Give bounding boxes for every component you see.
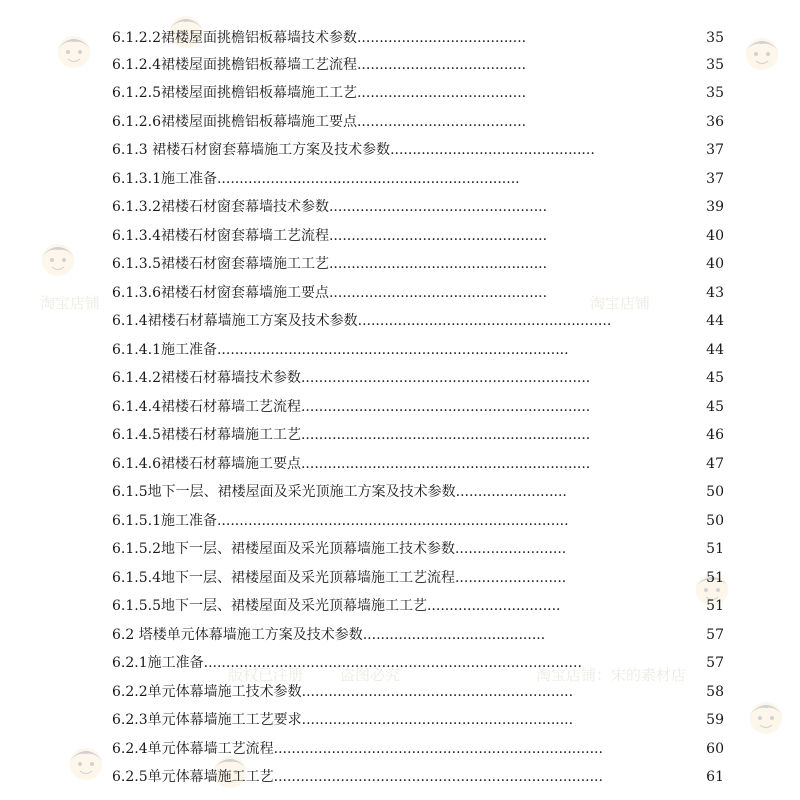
- toc-entry[interactable]: [112, 766, 724, 788]
- toc-entry-label: 6.1.2.6裙楼屋面挑檐铝板幕墙施工要点......................................: [112, 114, 527, 130]
- toc-entry[interactable]: [112, 139, 724, 161]
- toc-page-number: 39: [706, 199, 724, 215]
- toc-entry[interactable]: [112, 196, 724, 218]
- toc-page-number: 51: [706, 570, 724, 586]
- toc-entry[interactable]: [112, 168, 724, 190]
- toc-entry[interactable]: [112, 510, 724, 532]
- toc-page-number: 45: [706, 370, 724, 386]
- toc-entry[interactable]: [112, 681, 724, 703]
- toc-page-number: 44: [706, 342, 724, 358]
- toc-entry[interactable]: [112, 567, 724, 589]
- toc-entry[interactable]: [112, 738, 724, 760]
- toc-entry-label: 6.2.4单元体幕墙工艺流程..........................................................................: [112, 741, 603, 757]
- toc-entry[interactable]: [112, 111, 724, 133]
- toc-entry[interactable]: [112, 652, 724, 674]
- toc-page-number: 45: [706, 399, 724, 415]
- toc-entry-label: 6.1.3.1施工准备....................................................................: [112, 171, 520, 187]
- toc-page-number: 51: [706, 541, 724, 557]
- toc-page-number: 40: [706, 256, 724, 272]
- toc-entry[interactable]: [112, 538, 724, 560]
- watermark-text: 淘宝店铺：宋的素材店: [536, 666, 687, 684]
- toc-entry[interactable]: [112, 367, 724, 389]
- toc-entry-label: 6.1.4裙楼石材幕墙施工方案及技术参数.........................................................: [112, 313, 612, 329]
- toc-entry[interactable]: [112, 396, 724, 418]
- toc-page-number: 47: [706, 456, 724, 472]
- toc-entry-label: 6.1.2.4裙楼屋面挑檐铝板幕墙工艺流程......................................: [112, 57, 527, 73]
- toc-page-number: 44: [706, 313, 724, 329]
- toc-entry-label: 6.1.3.4裙楼石材窗套幕墙工艺流程.................................................: [112, 228, 548, 244]
- watermark-face-icon: [64, 740, 108, 784]
- toc-page-number: 36: [706, 114, 724, 130]
- watermark-text: 版权已注册: [228, 666, 304, 684]
- toc-entry-label: 6.1.3 裙楼石材窗套幕墙施工方案及技术参数..............................................: [112, 142, 595, 158]
- toc-entry-label: 6.1.3.6裙楼石材窗套幕墙施工要点.................................................: [112, 285, 548, 301]
- toc-page-number: 59: [706, 712, 724, 728]
- toc-entry[interactable]: [112, 310, 724, 332]
- toc-entry[interactable]: [112, 253, 724, 275]
- toc-entry[interactable]: [112, 481, 724, 503]
- watermark-face-icon: [36, 236, 80, 280]
- toc-entry[interactable]: [112, 82, 724, 104]
- toc-entry[interactable]: [112, 709, 724, 731]
- toc-entry-label: 6.1.4.2裙楼石材幕墙技术参数.................................................................: [112, 370, 591, 386]
- toc-entry[interactable]: [112, 282, 724, 304]
- toc-page-number: 37: [706, 171, 724, 187]
- toc-entry-label: 6.2.1施工准备.....................................................................................: [112, 655, 582, 671]
- toc-entry-label: 6.1.5.2地下一层、裙楼屋面及采光顶幕墙施工技术参数.........................: [112, 541, 567, 557]
- toc-entry[interactable]: [112, 27, 724, 49]
- toc-page-number: 61: [706, 769, 724, 785]
- toc-page-number: 60: [706, 741, 724, 757]
- toc-entry[interactable]: [112, 339, 724, 361]
- toc-entry-label: 6.2 塔楼单元体幕墙施工方案及技术参数.........................................: [112, 627, 546, 643]
- watermark-text: 淘宝店铺: [590, 294, 651, 312]
- toc-entry-label: 6.1.2.2裙楼屋面挑檐铝板幕墙技术参数......................................: [112, 30, 527, 46]
- toc-page-number: 35: [706, 30, 724, 46]
- toc-page-number: 35: [706, 57, 724, 73]
- toc-entry-label: 6.1.4.5裙楼石材幕墙施工工艺.................................................................: [112, 427, 591, 443]
- toc-entry[interactable]: [112, 453, 724, 475]
- watermark-face-icon: [52, 28, 96, 72]
- toc-page-number: 43: [706, 285, 724, 301]
- toc-entry-label: 6.1.5.1施工准备...............................................................................: [112, 513, 569, 529]
- toc-page-number: 50: [706, 484, 724, 500]
- toc-entry[interactable]: [112, 595, 724, 617]
- toc-entry-label: 6.2.2单元体幕墙施工技术参数.............................................................: [112, 684, 574, 700]
- toc-page-number: 51: [706, 598, 724, 614]
- toc-entry-label: 6.2.5单元体幕墙施工工艺..........................................................................: [112, 769, 603, 785]
- toc-entry-label: 6.1.4.1施工准备...............................................................................: [112, 342, 569, 358]
- watermark-face-icon: [740, 30, 784, 74]
- watermark-text: 盗图必究: [340, 666, 401, 684]
- toc-page-number: 57: [706, 655, 724, 671]
- toc-entry-label: 6.1.4.4裙楼石材幕墙工艺流程.................................................................: [112, 399, 591, 415]
- toc-entry-label: 6.1.3.5裙楼石材窗套幕墙施工工艺.................................................: [112, 256, 548, 272]
- toc-page-number: 50: [706, 513, 724, 529]
- toc-entry[interactable]: [112, 54, 724, 76]
- toc-page-number: 57: [706, 627, 724, 643]
- toc-entry[interactable]: [112, 424, 724, 446]
- watermark-text: 淘宝店铺: [40, 294, 101, 312]
- toc-entry-label: 6.2.3单元体幕墙施工工艺要求.............................................................: [112, 712, 574, 728]
- toc-entry-label: 6.1.5.4地下一层、裙楼屋面及采光顶幕墙施工工艺流程.........................: [112, 570, 567, 586]
- toc-entry-label: 6.1.5地下一层、裙楼屋面及采光顶施工方案及技术参数.........................: [112, 484, 567, 500]
- toc-entry[interactable]: [112, 624, 724, 646]
- toc-entry[interactable]: [112, 225, 724, 247]
- toc-entry-label: 6.1.5.5地下一层、裙楼屋面及采光顶幕墙施工工艺..............................: [112, 598, 561, 614]
- toc-entry-label: 6.1.3.2裙楼石材窗套幕墙技术参数.................................................: [112, 199, 548, 215]
- toc-page-number: 40: [706, 228, 724, 244]
- toc-page-number: 37: [706, 142, 724, 158]
- toc-entry-label: 6.1.2.5裙楼屋面挑檐铝板幕墙施工工艺......................................: [112, 85, 527, 101]
- toc-page-number: 58: [706, 684, 724, 700]
- watermark-face-icon: [744, 694, 788, 738]
- toc-entry-label: 6.1.4.6裙楼石材幕墙施工要点.................................................................: [112, 456, 591, 472]
- toc-page-number: 46: [706, 427, 724, 443]
- toc-page-number: 35: [706, 85, 724, 101]
